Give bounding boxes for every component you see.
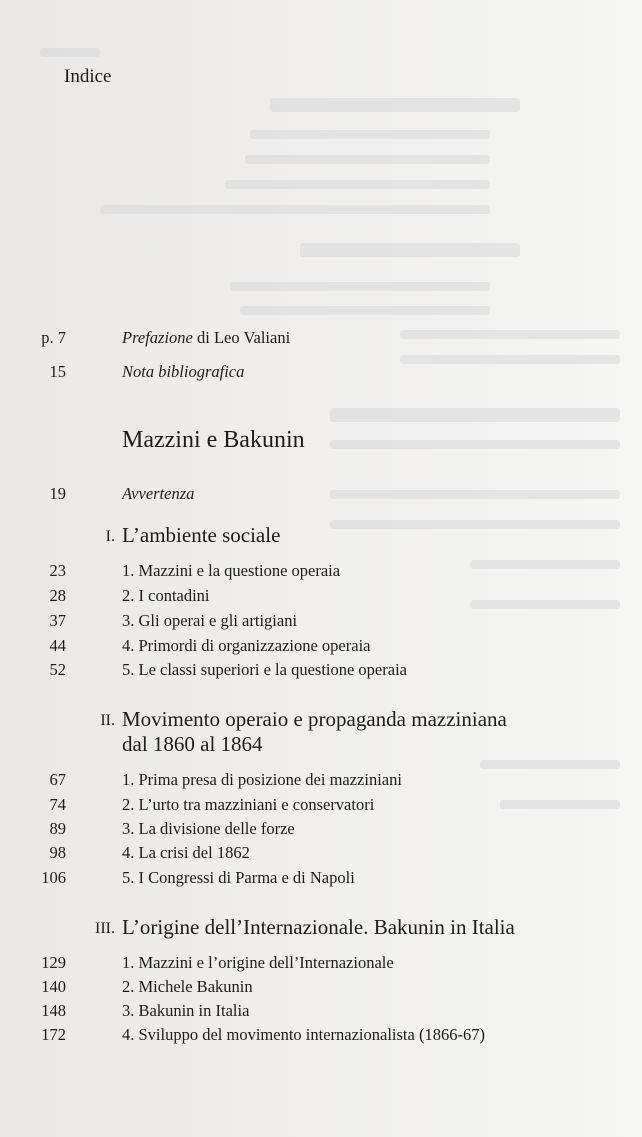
entry-label: 4. Primordi di organizzazione operaia (122, 636, 371, 655)
page-number: 98 (49, 843, 66, 862)
toc-entry[interactable] (0, 866, 642, 890)
page-number: 37 (49, 611, 66, 630)
chapter-title-line-2[interactable]: dal 1860 al 1864 (122, 732, 263, 756)
entry-label: 4. Sviluppo del movimento internazionalista (1866-67) (122, 1025, 485, 1044)
entry-label: Avvertenza (122, 484, 195, 503)
entry-label: 1. Prima presa di posizione dei mazziniani (122, 770, 402, 789)
entry-label: Nota bibliografica (122, 362, 245, 381)
toc-entry-bibliography[interactable] (0, 360, 642, 384)
page-number: 23 (49, 561, 66, 580)
toc-entry[interactable] (0, 634, 642, 658)
entry-label: 1. Mazzini e la questione operaia (122, 561, 341, 580)
page-number: 89 (49, 819, 66, 838)
chapter-numeral: III. (95, 920, 115, 937)
toc-entry[interactable] (0, 817, 642, 841)
toc-entry-notice[interactable] (0, 482, 642, 506)
entry-label: 2. L’urto tra mazziniani e conservatori (122, 795, 375, 814)
entry-label: 3. La divisione delle forze (122, 819, 295, 838)
entry-label-italic: Prefazione (122, 328, 193, 347)
toc-entry[interactable] (0, 975, 642, 999)
page-number: 15 (49, 362, 66, 381)
page-number: 106 (41, 868, 66, 887)
toc-entry[interactable] (0, 793, 642, 817)
chapter-numeral: II. (100, 712, 115, 729)
chapter-numeral: I. (105, 528, 115, 545)
entry-label: 5. Le classi superiori e la questione operaia (122, 660, 407, 679)
toc-entry-preface[interactable] (0, 326, 642, 350)
page-number: 19 (49, 484, 66, 503)
entry-label: 1. Mazzini e l’origine dell’Internazionale (122, 953, 394, 972)
toc-entry[interactable] (0, 584, 642, 608)
page-number: 28 (49, 586, 66, 605)
page-number: 44 (49, 636, 66, 655)
page-number: 129 (41, 953, 66, 972)
toc-entry[interactable] (0, 999, 642, 1023)
page-number: 140 (41, 977, 66, 996)
book-title: Mazzini e Bakunin (122, 427, 305, 453)
page-number: 67 (49, 770, 66, 789)
entry-label-rest: di Leo Valiani (192, 328, 291, 347)
page-number: 74 (49, 795, 66, 814)
toc-entry[interactable] (0, 951, 642, 975)
entry-label: 3. Bakunin in Italia (122, 1001, 250, 1020)
entry-label: 3. Gli operai e gli artigiani (122, 611, 298, 630)
entry-label: 4. La crisi del 1862 (122, 843, 250, 862)
toc-entry[interactable] (0, 559, 642, 583)
toc-entry[interactable] (0, 841, 642, 865)
chapter-title[interactable]: L’origine dell’Internazionale. Bakunin in Italia (122, 915, 515, 939)
page-number: p. 7 (41, 328, 66, 347)
toc-entry[interactable] (0, 768, 642, 792)
page-number: 172 (41, 1025, 66, 1044)
entry-label: 2. Michele Bakunin (122, 977, 253, 996)
entry-label: 2. I contadini (122, 586, 210, 605)
toc-entry[interactable] (0, 609, 642, 633)
toc-entry[interactable] (0, 1023, 642, 1047)
page-number: 52 (49, 660, 66, 679)
index-title: Indice (64, 66, 112, 87)
toc-entry[interactable] (0, 658, 642, 682)
chapter-title[interactable]: L’ambiente sociale (122, 523, 281, 547)
entry-label: 5. I Congressi di Parma e di Napoli (122, 868, 355, 887)
chapter-title-line-1[interactable]: Movimento operaio e propaganda mazziniana (122, 707, 507, 731)
page-number: 148 (41, 1001, 66, 1020)
entry-label (122, 326, 290, 350)
